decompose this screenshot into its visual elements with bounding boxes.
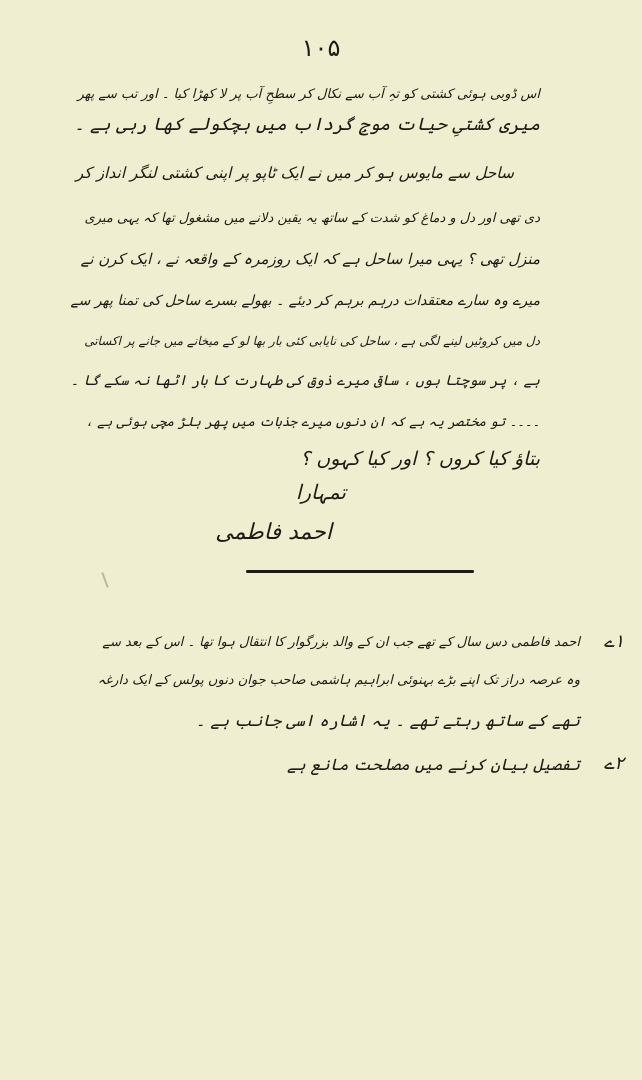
body-line: میرے وہ سارے معتقدات درہم برہم کر دیئے ۔ بھولے بسرے ساحل کی تمنا پھر سے (70, 293, 540, 309)
body-line: ۔۔۔۔ تو مختصر یہ ہے کہ ان دنوں میرے جذبات میں پھر ہلڑ مچی ہوئی ہے ، (85, 415, 540, 430)
footnote-line: تفصیل بیان کرنے میں مصلحت مانع ہے (286, 755, 580, 774)
footnote-marker: ۲ے (603, 753, 624, 774)
body-line: منزل تھی ؟ یہی میرا ساحل ہے کہ ایک روزمرہ کے واقعہ نے ، ایک کرن نے (80, 250, 540, 268)
footnote-divider (246, 570, 474, 573)
body-line: ہے ، پر سوچتا ہوں ، ساقی میرے ذوق کی طہارت کا بار اٹھا نہ سکے گا ۔ (70, 373, 540, 389)
body-line: اس ڈوبی ہوئی کشتی کو تہِ آب سے نکال کر سطحِ آب پر لا کھڑا کیا ۔ اور تب سے پھر (77, 87, 540, 102)
scan-mark (101, 572, 108, 588)
letter-closing (0, 480, 642, 560)
body-line: دل میں کروٹیں لینے لگی ہے ، ساحل کی نایابی کئی بار بھا لو کے میخانے میں جانے پر اکساتی (84, 334, 540, 348)
body-line: ساحل سے مایوس ہو کر میں نے ایک ٹاپو پر اپنی کشتی لنگر انداز کر (75, 164, 514, 182)
body-line: دی تھی اور دل و دماغ کو شدت کے ساتھ یہ یقین دلانے میں مشغول تھا کہ یہی میری (84, 211, 540, 226)
footnote-marker: ۱ے (603, 631, 624, 652)
footnote-line: وہ عرصہ دراز تک اپنے بڑے بہنوئی ابراہیم ہاشمی صاحب جوان دنوں پولس کے ایک دارغہ (97, 673, 580, 688)
closing-salutation: تمہارا (295, 480, 346, 504)
body-line: میری کشتیِ حیات موجِ گرداب میں ہچکولے کھا رہی ہے ۔ (74, 115, 540, 135)
signature: احمد فاطمی (215, 520, 332, 545)
footnote-line: تھے کے ساتھ رہتے تھے ۔ یہ اشارہ اسی جانب ہے ۔ (195, 711, 580, 730)
body-line: بتاؤ کیا کروں ؟ اور کیا کہوں ؟ (300, 448, 540, 470)
footnote-line: احمد فاطمی دس سال کے تھے جب ان کے والد بزرگوار کا انتقال ہوا تھا ۔ اس کے بعد سے (102, 635, 580, 650)
page-number: ۱۰۵ (301, 34, 341, 62)
